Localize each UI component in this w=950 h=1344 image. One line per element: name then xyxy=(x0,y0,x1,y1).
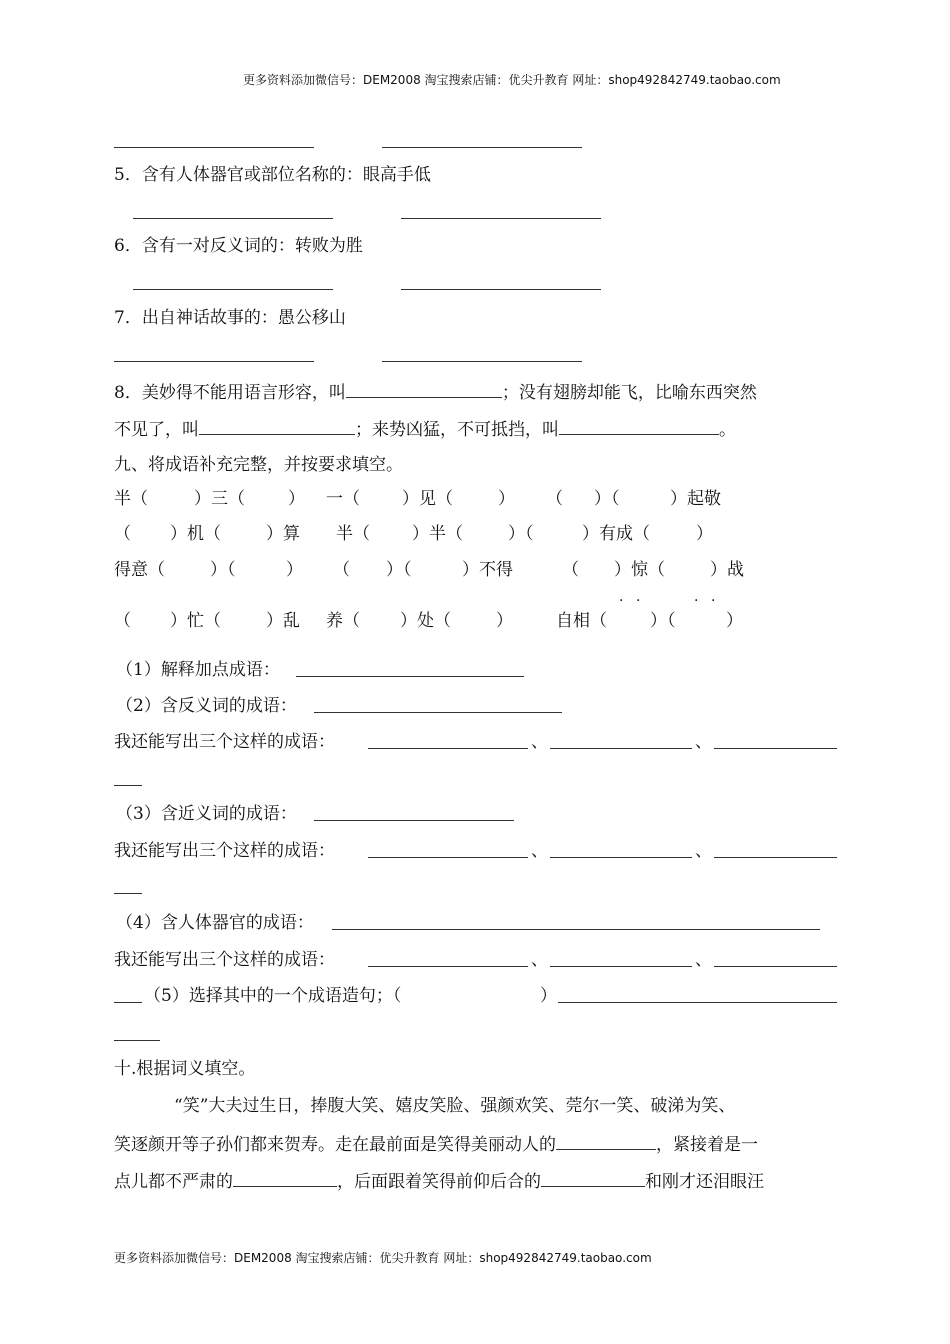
item-6: 6．含有一对反义词的：转败为胜 xyxy=(114,236,363,256)
write-three-label: 我还能写出三个这样的成语： xyxy=(114,950,335,970)
answer-line[interactable] xyxy=(368,748,528,749)
paragraph-line: 笑逐颜开等子孙们都来贺寿。走在最前面是笑得美丽动人的 ，紧接着是一 xyxy=(114,1135,758,1155)
item-8-line2: 不见了，叫 ；来势凶猛，不可抵挡，叫 。 xyxy=(114,420,736,440)
section-9-title: 九、将成语补充完整，并按要求填空。 xyxy=(114,455,403,475)
blank[interactable] xyxy=(556,1133,656,1150)
blank[interactable] xyxy=(559,418,719,435)
answer-line[interactable] xyxy=(114,1002,142,1003)
answer-line[interactable] xyxy=(133,218,333,219)
answer-line[interactable] xyxy=(401,218,601,219)
idiom-fill: ）忙（ xyxy=(170,611,221,631)
separator: 、 xyxy=(531,950,548,970)
idiom-fill: 养（ xyxy=(326,611,360,631)
idiom-fill: ）不得 xyxy=(462,560,513,580)
question-9-1: （1）解释加点成语： xyxy=(116,660,280,680)
answer-line[interactable] xyxy=(114,1040,160,1041)
idiom-fill: ） xyxy=(496,611,513,631)
page-header: 更多资料添加微信号：DEM2008 淘宝搜索店铺：优尖升教育 网址：shop492842749.taobao.com xyxy=(243,73,781,87)
idiom-fill: ）战 xyxy=(710,560,744,580)
answer-line[interactable] xyxy=(714,748,837,749)
answer-line[interactable] xyxy=(114,893,142,894)
question-9-3: （3）含近义词的成语： xyxy=(116,804,297,824)
idiom-fill: ）（ xyxy=(210,560,236,580)
idiom-fill: ）乱 xyxy=(266,611,300,631)
idiom-fill: （ xyxy=(546,489,563,509)
write-three-label: 我还能写出三个这样的成语： xyxy=(114,841,335,861)
separator: 、 xyxy=(531,732,548,752)
idiom-fill: ）处（ xyxy=(400,611,451,631)
idiom-fill: （ xyxy=(114,524,131,544)
item-7: 7．出自神话故事的：愚公移山 xyxy=(114,308,346,328)
idiom-fill: ）（ xyxy=(650,611,676,631)
blank[interactable] xyxy=(233,1170,337,1187)
emphasis-dot: · xyxy=(619,593,624,609)
idiom-fill: ）（ xyxy=(594,489,620,509)
idiom-fill: ） xyxy=(288,489,305,509)
write-three-label: 我还能写出三个这样的成语： xyxy=(114,732,335,752)
idiom-fill: ）（ xyxy=(508,524,534,544)
answer-line[interactable] xyxy=(550,966,692,967)
answer-line[interactable] xyxy=(314,712,562,713)
question-9-5: （5）选择其中的一个成语造句；（ xyxy=(144,986,402,1006)
answer-line[interactable] xyxy=(368,857,528,858)
question-9-5-close: ） xyxy=(540,986,557,1006)
answer-line[interactable] xyxy=(296,676,524,677)
answer-line[interactable] xyxy=(558,1002,837,1003)
idiom-fill: ）三（ xyxy=(194,489,245,509)
idiom-fill: ） xyxy=(696,524,713,544)
idiom-fill: （ xyxy=(562,560,579,580)
idiom-fill: 一（ xyxy=(326,489,360,509)
idiom-fill: 得意（ xyxy=(114,560,165,580)
idiom-fill: ） xyxy=(498,489,515,509)
separator: 、 xyxy=(695,841,712,861)
idiom-fill: ）机（ xyxy=(170,524,221,544)
idiom-fill: ）算 xyxy=(266,524,300,544)
answer-line[interactable] xyxy=(382,147,582,148)
blank[interactable] xyxy=(199,418,355,435)
answer-line[interactable] xyxy=(714,857,837,858)
idiom-fill: 半（ xyxy=(336,524,370,544)
idiom-fill: 自相（ xyxy=(556,611,607,631)
section-10-title: 十.根据词义填空。 xyxy=(114,1059,256,1079)
paragraph-line: “笑”大夫过生日，捧腹大笑、嬉皮笑脸、强颜欢笑、莞尔一笑、破涕为笑、 xyxy=(174,1096,736,1116)
answer-line[interactable] xyxy=(401,289,601,290)
separator: 、 xyxy=(531,841,548,861)
item-8-line1: 8．美妙得不能用语言形容，叫 ；没有翅膀却能飞，比喻东西突然 xyxy=(114,383,757,403)
paragraph-line: 点儿都不严肃的 ，后面跟着笑得前仰后合的 和刚才还泪眼汪 xyxy=(114,1172,764,1192)
page-footer: 更多资料添加微信号：DEM2008 淘宝搜索店铺：优尖升教育 网址：shop492842749.taobao.com xyxy=(114,1251,652,1265)
question-9-2: （2）含反义词的成语： xyxy=(116,696,297,716)
idiom-fill: ）起敬 xyxy=(670,489,721,509)
idiom-fill: （ xyxy=(333,560,350,580)
idiom-fill: 半（ xyxy=(114,489,148,509)
idiom-fill: ） xyxy=(286,560,303,580)
separator: 、 xyxy=(695,950,712,970)
question-9-4: （4）含人体器官的成语： xyxy=(116,913,314,933)
emphasis-dot: · xyxy=(694,593,699,609)
idiom-fill: ）惊（ xyxy=(614,560,665,580)
answer-line[interactable] xyxy=(114,785,142,786)
answer-line[interactable] xyxy=(550,857,692,858)
answer-line[interactable] xyxy=(114,147,314,148)
answer-line[interactable] xyxy=(314,820,514,821)
answer-line[interactable] xyxy=(714,966,837,967)
idiom-fill: ）见（ xyxy=(402,489,453,509)
idiom-fill: ）有成（ xyxy=(582,524,650,544)
answer-line[interactable] xyxy=(114,361,314,362)
answer-line[interactable] xyxy=(133,289,333,290)
idiom-fill: （ xyxy=(114,611,131,631)
emphasis-dot: · xyxy=(636,593,641,609)
answer-line[interactable] xyxy=(382,361,582,362)
blank[interactable] xyxy=(541,1170,645,1187)
idiom-fill: ） xyxy=(726,611,743,631)
answer-line[interactable] xyxy=(550,748,692,749)
item-5: 5．含有人体器官或部位名称的：眼高手低 xyxy=(114,165,431,185)
idiom-fill: ）（ xyxy=(386,560,412,580)
answer-line[interactable] xyxy=(368,966,528,967)
idiom-fill: ）半（ xyxy=(412,524,463,544)
emphasis-dot: · xyxy=(711,593,716,609)
separator: 、 xyxy=(695,732,712,752)
blank[interactable] xyxy=(346,381,502,398)
answer-line[interactable] xyxy=(332,929,820,930)
